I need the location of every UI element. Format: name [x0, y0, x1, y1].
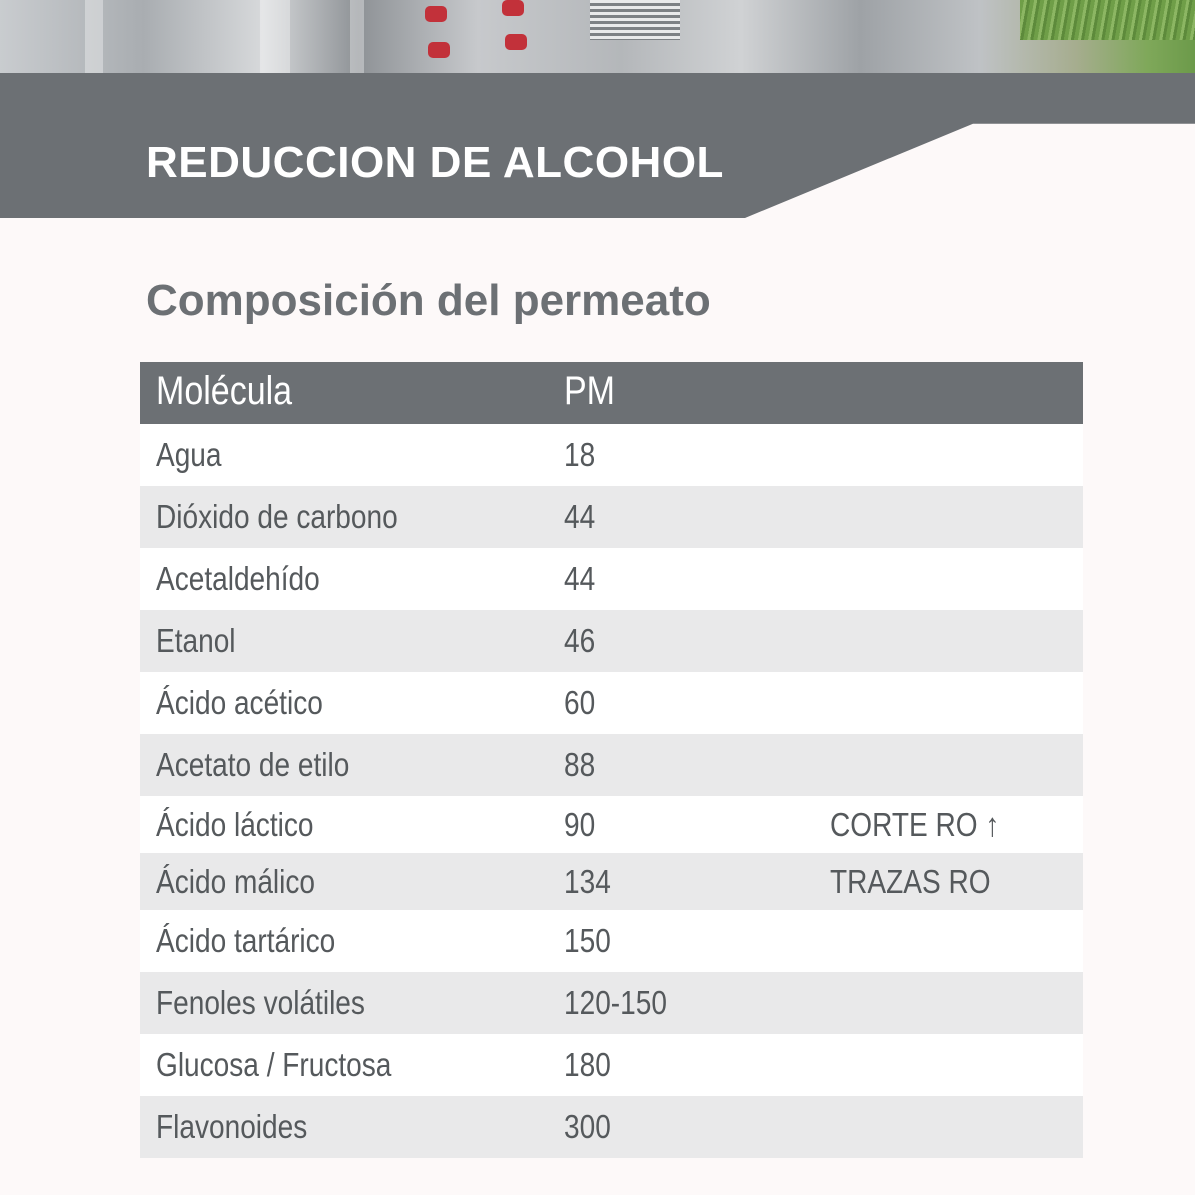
- pm-cell: 88: [564, 746, 596, 783]
- photo-pipe: [85, 0, 103, 80]
- table-row: [140, 486, 1083, 548]
- molecule-cell: Ácido acético: [156, 684, 323, 721]
- pm-cell: 90: [564, 805, 596, 843]
- molecule-cell: Ácido tartárico: [156, 922, 336, 959]
- pm-cell: 150: [564, 922, 611, 959]
- note-cell: CORTE RO ↑: [830, 805, 1000, 843]
- table-row: [140, 548, 1083, 610]
- pm-cell: 18: [564, 436, 596, 473]
- molecule-cell: Dióxido de carbono: [156, 498, 398, 535]
- table-body: [140, 424, 1083, 1158]
- note-cell: TRAZAS RO: [830, 862, 991, 900]
- valve-icon: [425, 6, 447, 22]
- table-row: [140, 424, 1083, 486]
- table-row: [140, 972, 1083, 1034]
- table-row: [140, 910, 1083, 972]
- molecule-cell: Acetato de etilo: [156, 746, 350, 783]
- pm-cell: 60: [564, 684, 596, 721]
- table-header: [140, 362, 1083, 424]
- valve-icon: [502, 0, 524, 16]
- table-row: [140, 734, 1083, 796]
- molecule-cell: Etanol: [156, 622, 236, 659]
- photo-pipe: [350, 0, 364, 80]
- valve-icon: [505, 34, 527, 50]
- valve-icon: [428, 42, 450, 58]
- molecule-cell: Flavonoides: [156, 1108, 308, 1145]
- pm-cell: 120-150: [564, 984, 667, 1021]
- molecule-cell: Acetaldehído: [156, 560, 320, 597]
- photo-pipe: [260, 0, 290, 80]
- pm-cell: 44: [564, 498, 596, 535]
- table-row: [140, 1034, 1083, 1096]
- pm-cell: 134: [564, 862, 611, 900]
- molecule-cell: Fenoles volátiles: [156, 984, 365, 1021]
- photo-grate: [590, 0, 680, 40]
- header-pm: PM: [564, 369, 615, 413]
- molecule-cell: Agua: [156, 436, 222, 473]
- page-title: REDUCCION DE ALCOHOL: [146, 138, 724, 187]
- table-row: [140, 796, 1083, 853]
- header-molecule: Molécula: [156, 369, 293, 413]
- table-row: [140, 853, 1083, 910]
- molecule-cell: Glucosa / Fructosa: [156, 1046, 392, 1083]
- pm-cell: 46: [564, 622, 596, 659]
- molecule-cell: Ácido láctico: [156, 805, 314, 843]
- header-photo: [0, 0, 1195, 80]
- molecule-cell: Ácido málico: [156, 862, 316, 900]
- section-subtitle: Composición del permeato: [146, 276, 711, 325]
- composition-table: [140, 362, 1083, 1158]
- pm-cell: 300: [564, 1108, 611, 1145]
- table-row: [140, 672, 1083, 734]
- pm-cell: 44: [564, 560, 596, 597]
- table-row: [140, 610, 1083, 672]
- pm-cell: 180: [564, 1046, 611, 1083]
- table-row: [140, 1096, 1083, 1158]
- photo-grass: [1020, 0, 1195, 40]
